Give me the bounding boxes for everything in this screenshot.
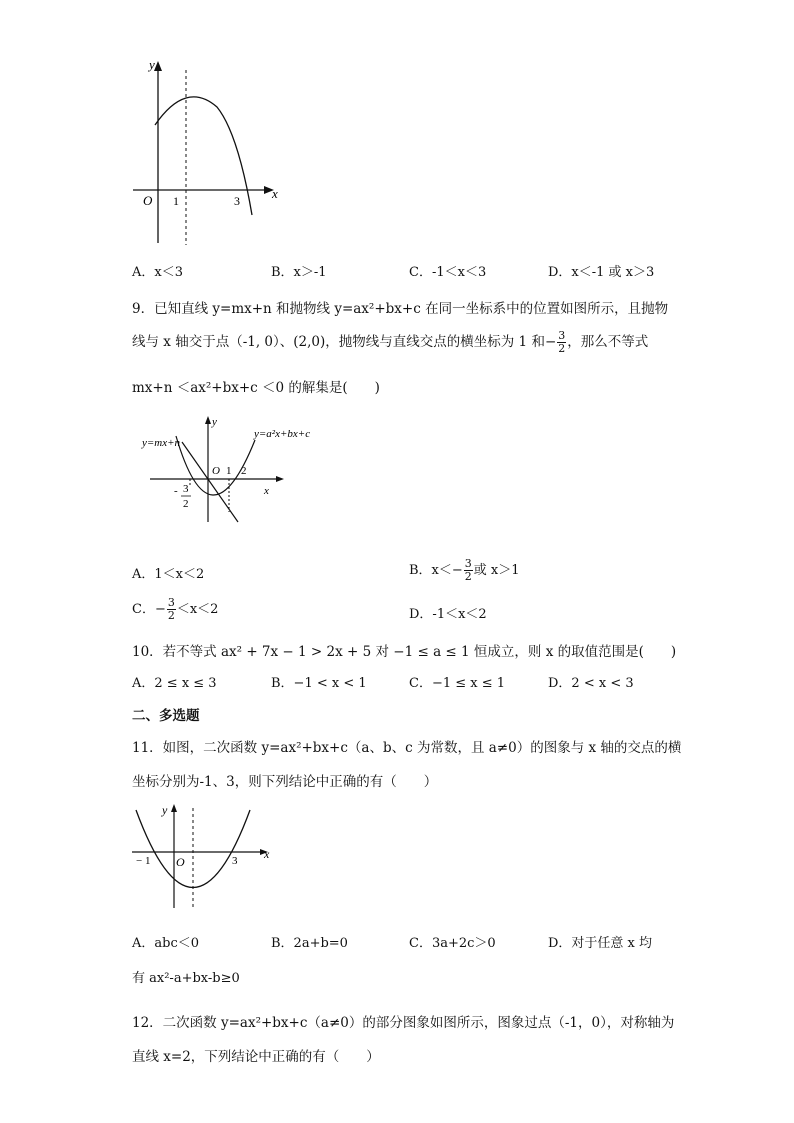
q8-option-b: B．x＞-1 [271,265,327,280]
q11-option-a: A．abc＜0 [132,936,200,951]
q8-option-d: D．x＜-1 或 x＞3 [548,265,655,280]
q8-parabola-figure [125,55,285,250]
option-c-suffix: ＜x＜2 [176,602,219,617]
fraction-denominator: 2 [464,570,472,583]
q10-option-a: A．2 ≤ x ≤ 3 [132,676,217,691]
q9-option-b [409,558,520,583]
q9-option-a: A．1＜x＜2 [132,567,205,582]
q9-line-parabola-figure [140,412,340,527]
q9-stem-line-2 [132,330,648,355]
y-label: y [149,57,155,72]
origin-label: O [176,855,185,869]
y-axis-arrow [205,416,211,424]
x-label: x [272,186,278,201]
q8-option-c: C．-1＜x＜3 [409,265,487,280]
q9-stem-line-1: 9．已知直线 y=mx+n 和抛物线 y=ax²+bx+c 在同一坐标系中的位置如图所示，且抛物 [132,301,669,317]
option-b-fraction [464,558,473,583]
q8-option-a: A．x＜3 [132,265,183,280]
q11-option-d-continued: 有 ax²-a+bx-b≥0 [132,971,240,986]
q9-line2-tail: ，那么不等式 [567,334,649,350]
q11-option-b: B．2a+b=0 [271,936,348,951]
y-axis-arrow [154,61,162,71]
straight-line [182,442,238,522]
parabola-label: y=a²x+bx+c [254,428,311,440]
q11-option-c: C．3a+2c＞0 [409,936,496,951]
q10-option-b: B．−1 < x < 1 [271,676,367,691]
q11-stem-line-1: 11．如图，二次函数 y=ax²+bx+c（a、b、c 为常数，且 a≠0）的图象与 x 轴的交点的横 [132,740,682,756]
y-label: y [212,416,217,428]
tick-1: 1 [173,194,179,208]
q9-line2-text: 线与 x 轴交于点（-1, 0）、(2,0)，抛物线与直线交点的横坐标为 1 和− [132,334,557,350]
q11-option-d: D．对于任意 x 均 [548,936,653,951]
tick-frac-den: 2 [183,498,189,510]
fraction-numerator: 3 [464,557,472,570]
section-heading-multiple-choice: 二、多选题 [132,708,200,724]
tick-frac-num: 3 [183,483,189,495]
q9-option-d: D．-1＜x＜2 [409,607,487,622]
tick-neg-1: − 1 [136,855,151,867]
tick-3: 3 [234,194,240,208]
q10-option-d: D．2 < x < 3 [548,676,634,691]
q12-stem-line-2: 直线 x=2，下列结论中正确的有（ ） [132,1049,380,1065]
tick-3: 3 [232,855,238,867]
option-c-fraction [167,597,176,622]
y-label: y [162,803,168,817]
q11-parabola-figure [128,800,278,912]
q9-stem-line-3: mx+n ＜ax²+bx+c ＜0 的解集是( ) [132,380,380,396]
q9-option-c [132,597,218,622]
fraction-numerator: 3 [558,329,566,342]
option-b-prefix: B．x＜− [409,563,463,578]
x-label: x [264,485,269,497]
origin-label: O [143,193,153,208]
tick-2: 2 [241,465,247,477]
fraction-denominator: 2 [167,609,175,622]
fraction-denominator: 2 [558,342,566,355]
q12-stem-line-1: 12．二次函数 y=ax²+bx+c（a≠0）的部分图象如图所示，图象过点（-1，0），对称轴为 [132,1015,675,1031]
q10-option-c: C．−1 ≤ x ≤ 1 [409,676,506,691]
x-axis-arrow [276,476,284,482]
line-label: y=mx+n [142,437,181,449]
tick-1: 1 [226,465,232,477]
x-label: x [264,847,270,861]
q10-stem: 10．若不等式 ax² + 7x − 1 > 2x + 5 对 −1 ≤ a ≤ 1 恒成立，则 x 的取值范围是( ) [132,644,677,660]
q9-fraction [557,330,566,355]
y-axis-arrow [171,804,177,812]
origin-label: O [212,465,220,477]
option-c-prefix: C．− [132,602,166,617]
option-b-suffix: 或 x＞1 [473,563,520,578]
q11-stem-line-2: 坐标分别为-1、3，则下列结论中正确的有（ ） [132,774,438,790]
fraction-numerator: 3 [167,596,175,609]
tick-neg-sign: - [174,485,178,497]
